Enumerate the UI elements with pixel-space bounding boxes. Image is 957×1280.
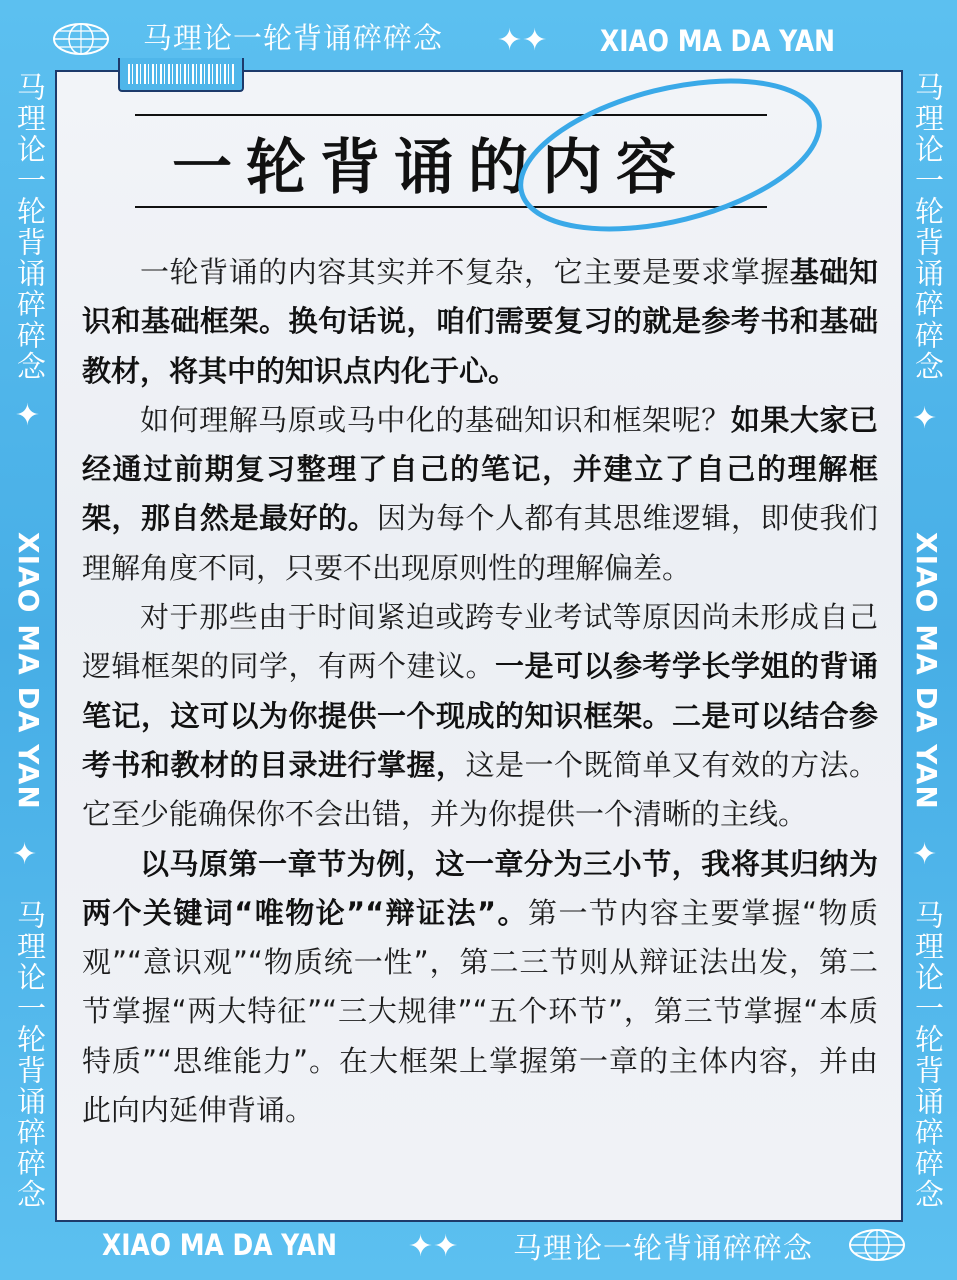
sparkle-icon: ✦✦ [497,23,548,58]
header-right-text: XIAO MA DA YAN [600,24,836,58]
page-title: 一轮背诵的内容 [172,133,690,203]
paragraph: 如何理解马原或马中化的基础知识和框架呢？如果大家已经通过前期复习整理了自己的笔记，并建立了自己的理解框架，那自然是最好的。因为每个人都有其思维逻辑，即使我们理解角度不同，只要不出现原则性的理解偏差。 [82,402,878,585]
globe-icon [52,22,110,56]
paragraph: 对于那些由于时间紧迫或跨专业考试等原因尚未形成自己逻辑框架的同学，有两个建议。一是可以参考学长学姐的背诵笔记，这可以为你提供一个现成的知识框架。二是可以结合参考书和教材的目录进行掌握，这是一个既简单又有效的方法。它至少能确保你不会出错，并为你提供一个清晰的主线。 [82,600,878,832]
side-left-cn-top: 马理论一轮背诵碎碎念 [13,72,47,382]
sparkle-icon: ✦ [912,401,938,436]
side-right-cn-bottom: 马理论一轮背诵碎碎念 [911,900,945,1210]
footer-right-text: 马理论一轮背诵碎碎念 [513,1231,814,1265]
sparkle-icon: ✦ [12,837,38,872]
side-right-cn-top: 马理论一轮背诵碎碎念 [911,72,945,382]
side-left-en: XIAO MA DA YAN [12,532,45,810]
paragraph: 一轮背诵的内容其实并不复杂，它主要是要求掌握基础知识和基础框架。换句话说，咱们需要复习的就是参考书和基础教材，将其中的知识点内化于心。 [82,255,878,388]
paragraph: 以马原第一章节为例，这一章分为三小节，我将其归纳为两个关键词“唯物论”“辩证法”。第一节内容主要掌握“物质观”“意识观”“物质统一性”，第二三节则从辩证法出发，第二节掌握“两大特征”“三大规律”“五个环节”，第三节掌握“本质特质”“思维能力”。在大框架上掌握第一章的主体内容，并由此向内延伸背诵。 [82,846,878,1128]
sparkle-icon: ✦✦ [408,1229,459,1264]
footer-left-text: XIAO MA DA YAN [102,1228,338,1262]
highlight-ellipse [505,70,835,240]
sparkle-icon: ✦ [10,398,45,433]
side-right-en: XIAO MA DA YAN [910,532,943,810]
sparkle-icon: ✦ [912,837,938,872]
header-left-text: 马理论一轮背诵碎碎念 [143,21,444,55]
side-left-cn-bottom: 马理论一轮背诵碎碎念 [13,900,47,1210]
globe-icon [848,1228,906,1262]
article-body [82,248,878,1135]
barcode-icon [128,64,234,84]
